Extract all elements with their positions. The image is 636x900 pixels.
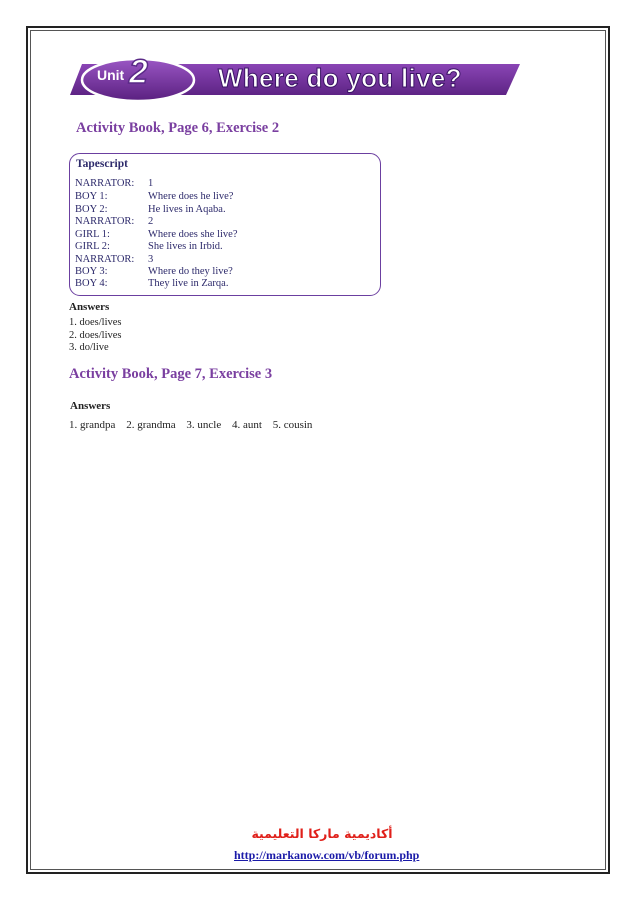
answer-item: 3. uncle xyxy=(186,419,222,431)
footer-forum-link[interactable]: http://markanow.com/vb/forum.php xyxy=(234,848,420,862)
section-heading-exercise-2: Activity Book, Page 6, Exercise 2 xyxy=(76,120,280,136)
tapescript-speaker: GIRL 2: xyxy=(75,241,110,252)
tapescript-line xyxy=(75,204,226,215)
unit-banner xyxy=(68,53,522,103)
tapescript-text: He lives in Aqaba. xyxy=(148,204,226,215)
tapescript-line xyxy=(75,178,153,189)
unit-label: Unit xyxy=(97,67,125,83)
tapescript-title: Tapescript xyxy=(76,158,128,170)
answers-row xyxy=(69,419,320,431)
tapescript-text: 1 xyxy=(148,178,154,189)
answer-item: 5. cousin xyxy=(272,419,313,431)
unit-title: Where do you live? xyxy=(218,63,462,93)
tapescript-speaker: NARRATOR: xyxy=(75,216,135,227)
tapescript-text: 3 xyxy=(148,254,154,265)
tapescript-text: Where does he live? xyxy=(148,191,234,202)
tapescript-speaker: BOY 2: xyxy=(75,204,108,215)
answer-item: 2. does/lives xyxy=(69,330,122,341)
tapescript-speaker: GIRL 1: xyxy=(75,229,110,240)
tapescript-speaker: BOY 4: xyxy=(75,278,108,289)
answer-item: 2. grandma xyxy=(126,419,176,431)
tapescript-text: Where do they live? xyxy=(148,266,233,277)
answer-item: 1. does/lives xyxy=(69,317,122,328)
footer-academy-name: أكاديمية ماركا التعليمية xyxy=(251,826,393,841)
tapescript-line xyxy=(75,254,153,265)
tapescript-text: She lives in Irbid. xyxy=(148,241,223,252)
tapescript-speaker: BOY 1: xyxy=(75,191,108,202)
tapescript-text: 2 xyxy=(148,216,154,227)
tapescript-line xyxy=(75,278,228,289)
tapescript-line xyxy=(75,216,153,227)
tapescript-line xyxy=(75,229,238,240)
tapescript-line xyxy=(75,266,233,277)
tapescript-box xyxy=(69,153,381,296)
answer-item: 3. do/live xyxy=(69,342,109,353)
tapescript-speaker: BOY 3: xyxy=(75,266,108,277)
tapescript-line xyxy=(75,191,233,202)
unit-number: 2 xyxy=(129,53,148,91)
answers-label-exercise-2: Answers xyxy=(69,301,110,313)
tapescript-speaker: NARRATOR: xyxy=(75,254,135,265)
answer-item: 4. aunt xyxy=(232,419,262,431)
tapescript-line xyxy=(75,241,223,252)
tapescript-text: They live in Zarqa. xyxy=(148,278,229,289)
section-heading-exercise-3: Activity Book, Page 7, Exercise 3 xyxy=(69,366,273,382)
answer-item: 1. grandpa xyxy=(69,419,116,431)
tapescript-text: Where does she live? xyxy=(148,229,238,240)
answers-label-exercise-3: Answers xyxy=(70,400,111,412)
tapescript-speaker: NARRATOR: xyxy=(75,178,135,189)
